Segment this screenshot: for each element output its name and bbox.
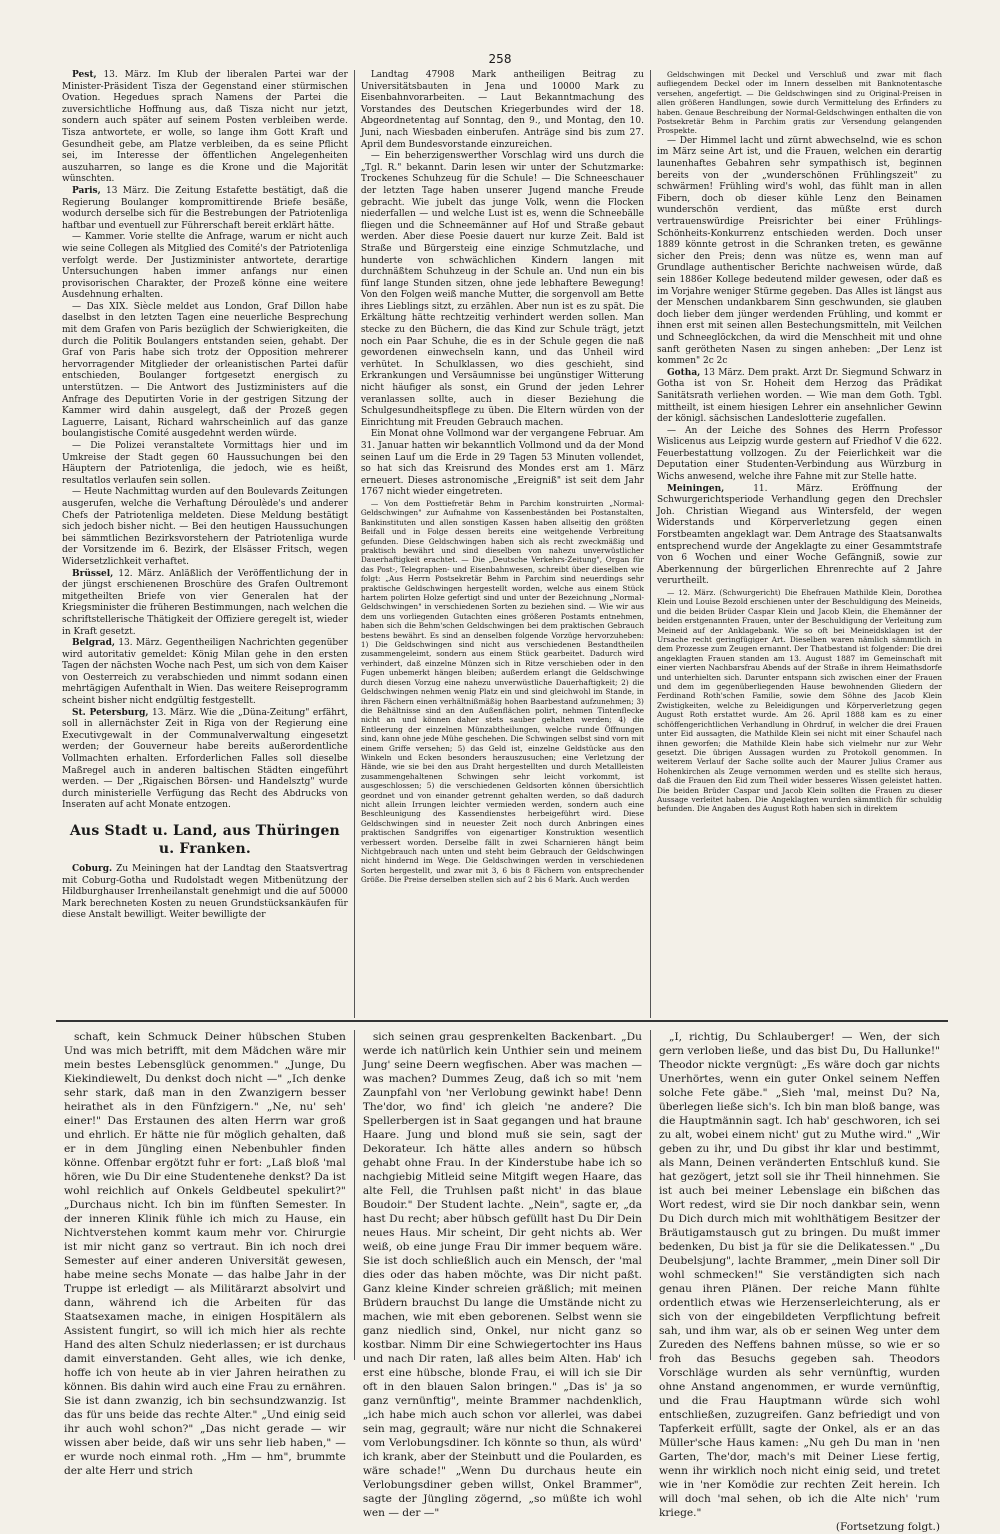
article-landtag: Landtag 47908 Mark antheiligen Beitrag zu Universitätsbauten in Jena und 10000 Mark zu Eisenbahnvorarbeiten. — Laut Bekanntmachung des Vorstandes des Deutschen Kriegerbundes wird der 18. Abgeordnetentag auf Sonntag, den 9., und Montag, den 10. Juni, nach Wiesbaden einberufen. Anträge sind bis zum 27. April dem Bundesvorstande einzureichen. <box>360 70 644 150</box>
article-pest: Pest, 13. März. Im Klub der liberalen Partei war der Minister-Präsident Tisza der Gegenstand einer stürmischen Ovation. Hegedues sprach Namens der Partei die zuversichtliche Hoffnung aus, daß Tisza nicht nur jetzt, sondern auch später auf seinem Posten verbleiben werde. Tisza antwortete, er wolle, so lange ihm Gott Kraft und Gesundheit gebe, am Platze verbleiben, da es seine Pflicht sei, im Interesse der öffentlichen Angelegenheiten auszuharren, so lange es die Krone und die Majorität wünschten. <box>62 70 348 185</box>
article-himmel: — Der Himmel lacht und zürnt abwechselnd, wie es schon im März seine Art ist, und die Frauen, welchen ein derartig launenhaftes Gebahren sehr sympathisch ist, beginnen bereits von der „wunderschönen Frühlingszeit" zu schwärmen! Frühling wird's wohl, das fühlt man in allen Fibern, doch ob dieser kühle Lenz den Beinamen wunderschön verdient, das müßte erst durch vertrauenswürdige Preisrichter bei einer Frühlings-Schönheits-Konkurrenz entschieden werden. Doch unser 1889 könnte getrost in die Schranken treten, es gewänne sicher den Preis; denn was nütze es, wenn man auf Grundlage authentischer Berichte nachweisen würde, daß sein 1886er Kollege bedeutend milder gewesen, oder daß es im Vorjahre weniger Stürme gegeben. Das Alles ist längst aus der Menschen undankbarem Sinn geschwunden, sie glauben doch lieber dem jünger werdenden Frühling, und kommt er ihnen erst mit seinen allen Bestechungsmitteln, mit Veilchen und Schneeglöckchen, da wird die Menschheit mit und ohne sanft gerötheten Nasen zu singen anheben: „Der Lenz ist kommen" 2c 2c <box>656 135 942 367</box>
article-paris: Paris, 13 März. Die Zeitung Estafette bestätigt, daß die Regierung Boulanger kompromittirende Briefe besäße, wodurch derselbe sich für die Bestrebungen der Patriotenliga haftbar und eventuell zur Führerschaft bereit erklärt hätte. <box>62 185 348 231</box>
article-coburg: Coburg. Zu Meiningen hat der Landtag den Staatsvertrag mit Coburg-Gotha und Rudolstadt wegen Mitbenützung der Hildburghauser Irrenheilanstalt genehmigt und die auf 50000 Mark berechneten Kosten zu neuen Grundstücksankäufen für diese Anstalt bewilligt. Weiter bewilligte der <box>62 864 348 921</box>
feuilleton-column-2: sich seinen grau gesprenkelten Backenbart. „Du werde ich natürlich kein Unthier sein und meinem Jung' seine Deern wegfischen. Aber was machen — was machen? Dummes Zeug, daß ich so mit 'nem Zaunpfahl von 'ner Verlobung gewinkt habe! Denn The'dor, wo find' ich gleich 'ne andere? Die Spellerbergen ist in Saat gegangen und hat braune Haare. Jung und blond muß sie sein, sagt der Dekorateur. Ich hätte alles andern so hübsch gehabt ohne Frau. In der Kinderstube habe ich so nachgiebig Mitleid seine Mitgift wegen Haare, das alte Fell, die Truhlsen paßt nicht' in das blaue Boudoir." Der Student lachte. „Nein", sagte er, „da hast Du recht; aber hübsch gefüllt hast Du Dir Dein neues Haus. Mir scheint, Dir geht nichts ab. Wer weiß, ob eine junge Frau Dir immer bequem wäre. Sie ist doch schließlich auch ein Mensch, der 'mal dies oder das haben möchte, was Dir nicht paßt. Ganz kleine Kinder schreien gräßlich; mit meinen Brüdern brauchst Du lange die Umstände nicht zu machen, wie mit eben geborenen. Selbst wenn sie ganz niedlich sind, Onkel, nur nicht ganz so kostbar. Nimm Dir eine Schwiegertochter ins Haus und nach Dir raten, laß alles beim Alten. Hab' ich erst eine hübsche, blonde Frau, ei will ich sie Dir oft in den blauen Salon bringen." „Das is' ja so ganz vernünftig", meinte Brammer nachdenklich, „ich habe mich auch schon vor allerlei, was dabei sein mag, gegrault; wäre nur nicht die Schnakerei vom Verlobungsdiner. Ich könnte so thun, als würd' ich krank, aber der Steinbutt und die Poularden, es wäre schade!" „Wenn Du durchaus heute ein Verlobungsdiner geben willst, Onkel Brammer", sagte der Jüngling zögernd, „so müßte ich wohl wen — der —" <box>355 1030 651 1360</box>
feuilleton <box>56 1030 948 1533</box>
section-heading: Aus Stadt u. Land, aus Thüringen u. Franken. <box>69 823 340 857</box>
article-schwurgericht: — 12. März. (Schwurgericht) Die Ehefrauen Mathilde Klein, Dorothea Klein und Louise Bezold erschienen unter der Beschuldigung des Meineids, und die beiden Brüder Caspar Klein und Jacob Klein, die Ehemänner der beiden erstgenannten Frauen, unter der Beschuldigung der Verleitung zum Meineid auf der Anklagebank. Wie so oft bei Meineidsklagen ist der Ursache recht geringfügiger Art. Dieselben waren nämlich sämmtlich in dem Prozesse zum Zeugen ernannt. Der Thatbestand ist folgender: Die drei angeklagten Frauen standen am 13. August 1887 im Gemeinschaft mit einer vierten Nachbarsfrau Abends auf der Straße in ihrem Heimathsdorfe und unterhielten sich. Darunter entspann sich zwischen einer der Frauen und dem im gegenüberliegenden Hause bewohnenden Gliedern der Ferdinand Roth'schen Familie, sowie dem Söhne des Jacob Klein Zwistigkeiten, welche zu Beleidigungen und Körperverletzung gegen August Roth erstattet wurde. Am 26. April 1888 kam es zu einer schöffengerichtlichen Verhandlung in Ohrdruf, in welcher die drei Frauen unter Eid aussagten, die Mathilde Klein sei nicht mit einer Schaufel nach ihnen geworfen; die Mathilde Klein habe sich vielmehr nur zur Wehr gesetzt. Die übrigen Aussagen wurden zu Protokoll genommen. In weiterem Verlauf der Sache sollte auch der Maurer Julius Cramer aus Hohenkirchen als Zeuge vernommen werden und es stellte sich heraus, daß die Frauen den Eid zum Theil wider besseres Wissen geleistet hatten. Die beiden Brüder Caspar und Jacob Klein sollten die Frauen zu dieser Aussage verleitet haben. Die Angeklagten wurden sämmtlich für schuldig befunden. Die Angaben des August Roth haben sich in direktem <box>656 588 942 814</box>
column-3 <box>651 70 948 1018</box>
article-paris-kammer: — Kammer. Vorie stellte die Anfrage, warum er nicht auch wie seine Collegen als Mitglied des Comité's der Patriotenliga verfolgt werde. Der Justizminister antwortete, derartige Untersuchungen haben immer anfangs nur einen provisorischen Charakter, der Prozeß könne eine weitere Ausdehnung erhalten. <box>62 232 348 301</box>
article-paris-siecle: — Das XIX. Siècle meldet aus London, Graf Dillon habe daselbst in den letzten Tagen eine neuerliche Besprechung mit dem Grafen von Paris bezüglich der Schwierigkeiten, die durch die Politik Boulangers entstanden seien, gehabt. Der Graf von Paris habe sich trotz der Opposition mehrerer hervorragender Mitglieder der orleanistischen Partei dafür entschieden, Boulanger fortgesetzt energisch zu unterstützen. — Die Antwort des Justizministers auf die Anfrage des Deputirten Vorie in der gestrigen Sitzung der Kammer wird dahin ausgelegt, daß der Prozeß gegen Laguerre, Laisant, Richard wahrscheinlich auf das ganze boulangistische Comité ausgedehnt werden würde. <box>62 301 348 440</box>
article-vollmond: Ein Monat ohne Vollmond war der vergangene Februar. Am 31. Januar hatten wir bekanntlich Vollmond und da der Mond seinen Lauf um die Erde in 29 Tagen 53 Minuten vollendet, so hat sich das Kreisrund des Mondes erst am 1. März erneuert. Dieses astronomische „Ereigniß" ist seit dem Jahr 1767 nicht wieder eingetreten. <box>360 429 644 498</box>
feuilleton-divider <box>56 1020 948 1022</box>
article-feuerbestattung: — An der Leiche des Sohnes des Herrn Professor Wislicenus aus Leipzig wurde gestern auf Friedhof V die 622. Feuerbestattung vollzogen. Zu der Feierlichkeit war die Deputation einer Studenten-Verbindung aus Würzburg in Wichs anwesend, welche ihre Fahne mit zur Stelle hatte. <box>656 425 942 483</box>
column-2 <box>355 70 651 1018</box>
column-1 <box>56 70 355 1018</box>
article-schuhzeug: — Ein beherzigenswerther Vorschlag wird uns durch die „Tgl. R." bekannt. Darin lesen wir unter der Schutzmarke: Trockenes Schuhzeug für die Schule! — Die Schneeschauer der letzten Tage haben unserer Jugend manche Freude gebracht. Wie jubelt das junge Volk, wenn die Flocken niederfallen — und welche Lust ist es, wenn die Schneebälle fliegen und die Schneemänner auf Hof und Straße gebaut werden. Aber diese Poesie dauert nur kurze Zeit. Bald ist Straße und Bürgersteig eine einzige Schmutzlache, und hunderte von schwächlichen Kindern langen mit durchnäßtem Schuhzeug in der Schule an. Und nun ein bis fünf lange Stunden sitzen, ohne jede lebhaftere Bewegung! Von den Folgen weiß manche Mutter, die sorgenvoll am Bette ihres Lieblings sitzt, zu erzählen. Aber nun ist es zu spät. Die Erkältung hätte rechtzeitig verhindert werden sollen. Man stecke zu den Büchern, die das Kind zur Schule trägt, jetzt noch ein Paar Schuhe, die es in der Schule gegen die naß gewordenen einwechseln kann, und das Unheil wird verhütet. In Schulklassen, wo dies geschieht, sind Erkrankungen und Versäumnisse bei ungünstiger Witterung nicht häufiger als sonst, ein Grund der jeden Lehrer veranlassen sollte, auch in dieser Beziehung die Schulgesundheitspflege zu üben. Die Eltern würden von der Einrichtung mit Freuden Gebrauch machen. <box>360 151 644 428</box>
article-petersburg: St. Petersburg, 13. März. Wie die „Düna-Zeitung" erfährt, soll in allernächster Zeit in Riga von der Regierung eine Executivgewalt in der Communalverwaltung eingesetzt werden; der Gouverneur habe bereits außerordentliche Vollmachten erhalten. Erforderlichen Falles soll dieselbe Maßregel auch in anderen baltischen Städten eingeführt werden. — Der „Rigaischen Börsen- und Handelsztg" wurde durch ministerielle Verfügung das Recht des Abdrucks von Inseraten auf acht Monate entzogen. <box>62 707 348 811</box>
article-paris-polizei: — Die Polizei veranstaltete Vormittags hier und im Umkreise der Stadt gegen 60 Haussuchungen bei den Häuptern der Patriotenliga, die jedoch, wie es heißt, resultatlos verlaufen sein sollen. <box>62 441 348 486</box>
feuilleton-column-1: schaft, kein Schmuck Deiner hübschen Stuben Und was mich betrifft, mit dem Mädchen wäre mir mein bestes Lebensglück genommen." „Junge, Du Kiekindiewelt, Du denkst doch nicht —" „Ich denke sehr stark, daß man in den Zwanzigern besser heirathet als in den Fünfzigern." „Ne, nu' seh' einer!" Das Erstaunen des alten Herrn war groß und ehrlich. Er hätte nie für möglich gehalten, daß er in dem Jüngling einen Nebenbuhler finden könne. Offenbar ergötzt fuhr er fort: „Laß bloß 'mal hören, wie Du Dir eine Studentenehe denkst? Da ist wohl reichlich auf Onkels Geldbeutel spekulirt?" „Durchaus nicht. Ich bin im fünften Semester. In der inneren Klinik fühle ich mich zu Hause, ein Nichtverstehen kommt kaum mehr vor. Chirurgie ist mir nicht ganz so vertraut. Bin ich noch drei Semester auf einer anderen Universität gewesen, habe meine sechs Monate — das halbe Jahr in der Truppe ist erledigt — als Militärarzt absolvirt und dann, während ich die Arbeiten für das Staatsexamen mache, in einigen Hospitälern als Assistent fungirt, so will ich mich hier als rechte Hand des alten Schulz niederlassen; er ist durchaus damit einverstanden. Geht alles, wie ich denke, hoffe ich von heute ab in vier Jahren heirathen zu können. Bis dahin wird auch eine Frau zu ernähren. Sie ist dann zwanzig, ich bin sechsundzwanzig. Ist das für uns beide das rechte Alter." „Und einig seid ihr auch wohl schon?" „Das nicht gerade — wir wissen aber beide, daß wir uns sehr lieb haben," — er wurde noch einmal roth. „Hm — hm", brummte der alte Herr und strich <box>56 1030 355 1360</box>
page-number: 258 <box>488 52 512 66</box>
article-gotha: Gotha, 13 März. Dem prakt. Arzt Dr. Siegmund Schwarz in Gotha ist von Sr. Hoheit dem Herzog das Prädikat Sanitätsrath verliehen worden. — Wie man dem Goth. Tgbl. mittheilt, ist einem hiesigen Lehrer ein ansehnlicher Gewinn der königl. sächsischen Landeslotterie zugefallen. <box>656 367 942 425</box>
article-meiningen: Meiningen, 11. März. Eröffnung der Schwurgerichtsperiode Verhandlung gegen den Drechsler Joh. Christian Wiegand aus Wintersfeld, der wegen Widerstands und Körperverletzung gegen einen Forstbeamten angeklagt war. Dem Antrage des Staatsanwalts entsprechend wurde der Angeklagte zu einer Gesammtstrafe von 6 Wochen und einer Woche Gefängniß, sowie zur Aberkennung der bürgerlichen Ehrenrechte auf 2 Jahre verurtheilt. <box>656 483 942 587</box>
news-columns <box>56 70 948 1018</box>
article-geldschwingen-cont: Geldschwingen mit Deckel und Verschluß und zwar mit flach aufliegendem Deckel oder im Innern desselben mit Banknotentasche versehen, angefertigt. — Die Geldschwingen sind zu Original-Preisen in allen größeren Handlungen, sowie durch Vermittelung des Erfinders zu haben. Genaue Beschreibung der Normal-Geldschwingen enthalten die von Postsekretär Behm in Parchim gratis zur Versendung gelangenden Prospekte. <box>656 70 942 136</box>
feuilleton-column-3: „I, richtig, Du Schlauberger! — Wen, der sich gern verloben ließe, und das bist Du, Du Hallunke!" Theodor nickte vergnügt: „Es wäre doch gar nichts Unerhörtes, wenn ein guter Onkel seinem Neffen solche Fete gäbe." „Sieh 'mal, meinst Du? Na, überlegen ließe sich's. Ich bin man bloß bange, was die Hauptmännin sagt. Ich hab' geschworen, ich sei zu alt, wobei einem nicht' gut zu Muthe wird." „Wir geben zu ihr, und Du gibst ihr klar und bestimmt, als Mann, Deinen veränderten Entschluß kund. Sie hat gezögert, jetzt soll sie ihr Theil hinnehmen. Sie ist auch bei meiner Lebenslage ein bißchen das Wort redest, wird sie Dir noch dankbar sein, wenn Du Dich durch mich mit wohlthätigem Besitzer der Bräutigamstausch gut zu bringen. Du mußt immer bedenken, Du bist ja für sie die Delikatessen." „Du Deubelsjung", lachte Brammer, „mein Diner soll Dir wohl schmecken!" Sie verständigten sich nach genau ihren Plänen. Der reiche Mann fühlte ordentlich etwas wie Herzenserleichterung, als er sich von der eingebildeten Verpflichtung befreit sah, und ihm war, als ob er seinen Weg unter dem Zureden des Neffens bahnen müsse, so wie er so froh das Besuchs gegeben sah. Theodors Vorschläge wurden als sehr vernünftig, wurden ohne Anstand angenommen, er wurde vernünftig, und die Frau Hauptmann würde sich wohl entschließen, zuzugreifen. Ganz befriedigt und von Tapferkeit erfüllt, sagte der Onkel, als er an das Müller'sche Haus kamen: „Nu geh Du man in 'nen Garten, The'dor, mach's mit Deiner Liese fertig, wenn ihr wirklich noch nicht einig seid, und tretet wie in 'ner Komödie zur rechten Zeit herein. Ich will doch 'mal sehen, ob ich die Alte nich' 'rum kriege." (Fortsetzung folgt.) <box>658 1031 940 1533</box>
article-bruessel: Brüssel, 12. März. Anläßlich der Veröffentlichung der in der jüngst erschienenen Broschüre des Grafen Oultremont mitgetheilten Briefe von vier Generalen hat der Kriegsminister die früheren Bestimmungen, nach welchen die schriftstellerische Thätigkeit der Offiziere geregelt ist, wieder in Kraft gesetzt. <box>62 568 348 637</box>
article-paris-boulevards: — Heute Nachmittag wurden auf den Boulevards Zeitungen ausgerufen, welche die Verhaftung Déroulède's und anderer Chefs der Patriotenliga meldeten. Diese Meldung bestätigt sich jedoch bisher nicht. — Bei den heutigen Haussuchungen bei sämmtlichen Bezirksvorstehern der Patriotenliga wurde der Vorsitzende im 6. Bezirk, der Elsässer Fritsch, wegen Widersetzlichkeit verhaftet. <box>62 487 348 567</box>
continued-note: (Fortsetzung folgt.) <box>835 1521 940 1533</box>
article-belgrad: Belgrad, 13. März. Gegentheiligen Nachrichten gegenüber wird autoritativ gemeldet: König Milan gehe in den ersten Tagen der nächsten Woche nach Pest, um sich von dem Kaiser von Oesterreich zu verabschieden und nimmt sodann einen mehrtägigen Aufenthalt in Wien. Das weitere Reiseprogramm scheint bisher nicht endgültig festgestellt. <box>62 638 348 707</box>
article-geldschwingen: — Von dem Posttiefretär Behm in Parchim konstruirten „Normal-Geldschwingen" zur Aufnahme von Kassenbeständen bei Postanstalten, Bankinstituten und allen sonstigen Kassen haben allseitig den größten Beifall und in Folge dessen bereits eine weitgehende Verbreitung gefunden. Diese Geldschwingen haben sich als recht zweckmäßig und praktisch bewährt und sind dieselben von nahezu unverwüstlicher Dauerhaftigkeit erachtet. — Die „Deutsche Verkehrs-Zeitung", Organ für das Post-, Telegraphen- und Eisenbahnwesen, schreibt über dieselben wie folgt: „Aus Herrn Postsekretär Behm in Parchim sind neuerdings sehr praktische Geldschwingen hergestellt worden, welche aus einem Stück hartem polirten Holze gefertigt sind und unter der Bezeichnung „Normal-Geldschwingen" in verschiedenen Sorten zu beziehen sind. — Wie wir aus dem uns vorliegenden Gutachten eines größeren Postamts entnehmen, haben sich die Behm'schen Geldschwingen bei dem praktischen Gebrauch bestens bewährt. Es sind an denselben folgende Vorzüge hervorzuheben: 1) Die Geldschwingen sind nicht aus verschiedenen Bestandtheilen zusammengeleimt, sondern aus einem Stück gearbeitet. Dadurch wird verhindert, daß einzelne Münzen sich in Ritze verschieben oder in den Fugen unbemerkt hängen bleiben; außerdem erlangt die Geldschwinge durch diesen Vorzug eine nahezu unverwüstliche Dauerhaftigkeit; 2) die Geldschwingen nehmen wenig Platz ein und sind gleichwohl im Stande, in ihren Fächern einen verhältnißmäßig hohen Baarbestand aufzunehmen; 3) die Behältnisse sind an den Außenflächen polirt, nehmen Tintenflecke nicht an und können daher stets sauber gehalten werden; 4) die Entleerung der einzelnen Münzabtheilungen, welche runde Öffnungen sind, kann ohne jede Mühe geschehen. Die Schwingen selbst sind vorn mit einem Griffe versehen; 5) das Geld ist, einzelne Geldstücke aus den Winkeln und Ecken besonders herauszusuchen; eine Verletzung der Hände, wie sie bei den aus Draht hergestellten und durch Metallleisten zusammengehaltenen Schwingen sehr leicht vorkommt, ist ausgeschlossen; 5) die verschiedenen Geldsorten können übersichtlich geordnet und von einander getrennt gehalten werden, so daß dadurch nicht allein Irrungen leichter vermieden werden, sondern auch eine Beschleunigung des Kassendienstes herbeigeführt wird. Diese Geldschwingen sind in neuester Zeit noch durch Anbringen eines praktischen Sandgriffes von eigenartiger Konstruktion wesentlich verbessert worden. Derselbe fällt in zwei Scharnieren hängt beim Nichtgebrauch nach unten und steht beim Gebrauch der Geldschwingen nicht hindernd im Wege. Die Geldschwingen werden in verschiedenen Sorten hergestellt, und zwar mit 3, 6 bis 8 Fächern von entsprechender Größe. Die Preise derselben stellen sich auf 2 bis 6 Mark. Auch werden <box>360 498 644 885</box>
